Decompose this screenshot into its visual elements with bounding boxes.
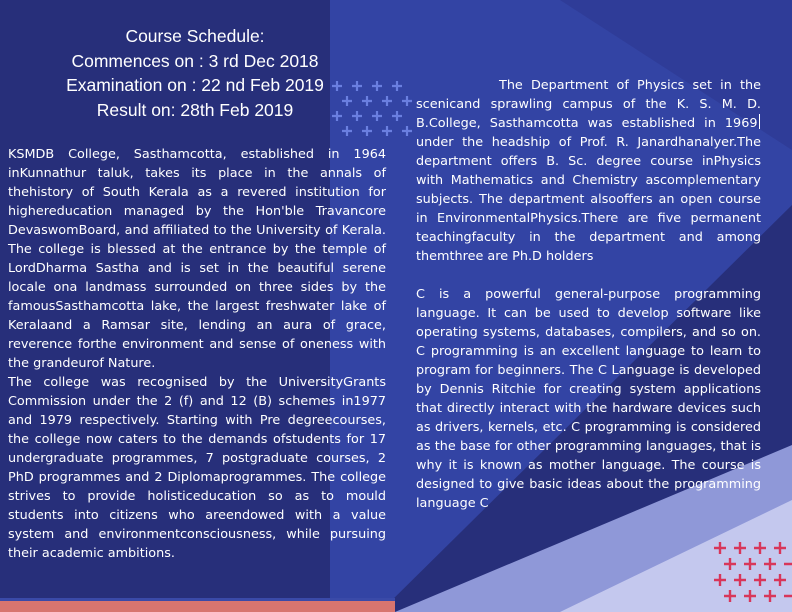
department-description bbox=[416, 76, 761, 513]
result-date: Result on: 28th Feb 2019 bbox=[96, 99, 294, 120]
college-description bbox=[8, 145, 386, 563]
course-schedule bbox=[40, 24, 350, 122]
schedule-title: Course Schedule: bbox=[125, 26, 265, 46]
college-history-paragraph: KSMDB College, Sasthamcotta, established in 1964 inKunnathur taluk, takes its place in the annals of thehistory of South Kerala as a revered institution for highereducation managed by the Hon'ble Travancore DevaswomBoard, and affiliated to the University of Kerala. The college is blessed at the entrance by the temple of LordDharma Sastha and is set in the beautiful serene locale ona landmass surrounded on three sides by the famousSasthamcotta lake, the largest freshwater lake of Keralaand a Ramsar site, lending an aura of grace, reverence forthe environment and sense of oneness with the grandeurof Nature. bbox=[8, 147, 386, 371]
physics-department-text-start: The Department of Physics set in the scenicand sprawling campus of the K. S. M. D. B.College, Sasthamcotta was established in 1969 bbox=[416, 78, 761, 131]
bottom-salmon-bar bbox=[0, 601, 395, 612]
commences-date: Commences on : 3 rd Dec 2018 bbox=[71, 50, 319, 71]
college-recognition-paragraph: The college was recognised by the UniversityGrants Commission under the 2 (f) and 12 (B) schemes in1977 and 1979 respectively. Starting with Pre degreecourses, the college now caters to the demands ofstudents for 17 undergraduate programmes, 7 postgraduate courses, 2 PhD programmes and 2 Diplomaprogrammes. The college strives to provide holisticeducation so as to mould students into citizens who areendowed with a value system and environmentconsciousness, while pursuing their academic ambitions. bbox=[8, 375, 386, 561]
examination-date: Examination on : 22 nd Feb 2019 bbox=[66, 75, 324, 95]
physics-department-paragraph bbox=[416, 76, 761, 266]
text-cursor bbox=[759, 114, 761, 129]
c-programming-paragraph: C is a powerful general-purpose programming language. It can be used to develop software like operating systems, databases, compilers, and so on. C programming is an excellent language to learn to program for beginners. The C Language is developed by Dennis Ritchie for creating system applications that directly interact with the hardware devices such as drivers, kernels, etc. C programming is considered as the base for other programming languages, that is why it is known as mother language. The course is designed to give basic ideas about the programming language C bbox=[416, 287, 761, 511]
physics-department-text-end: under the headship of Prof. R. Janardhanalyer.The department offers B. Sc. degree course inPhysics with Mathematics and Chemistry ascomplementary subjects. The department alsooffers an open course in EnvironmentalPhysics.There are five permanent teachingfaculty in the department and among themthree are Ph.D holders bbox=[416, 135, 761, 264]
